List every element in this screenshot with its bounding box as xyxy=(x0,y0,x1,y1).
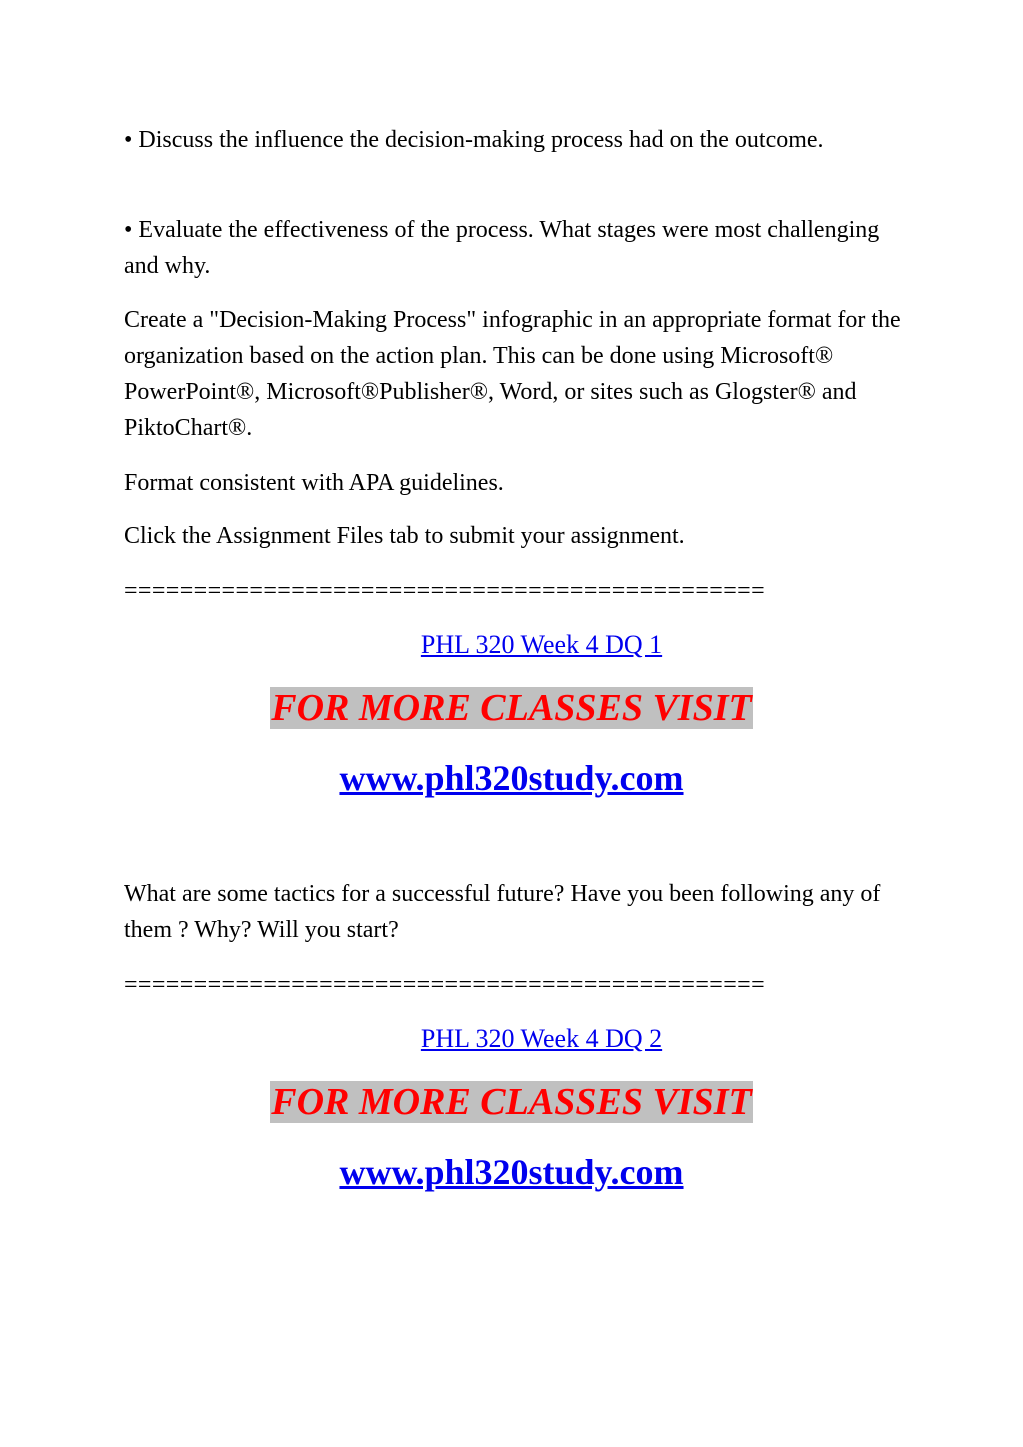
more-classes-banner xyxy=(0,1079,1023,1125)
site-link-label: www.phl320study.com xyxy=(339,1152,684,1192)
week4-dq2-link-label: PHL 320 Week 4 DQ 2 xyxy=(420,1024,663,1053)
format-apa-text: Format consistent with APA guidelines. xyxy=(124,470,504,496)
week4-dq1-link-label: PHL 320 Week 4 DQ 1 xyxy=(420,630,663,659)
week4-dq2-link[interactable] xyxy=(0,1021,1023,1057)
create-infographic-text: Create a "Decision-Making Process" infographic in an appropriate format for the organization based on the action plan. This can be done using Microsoft® PowerPoint®, Microsoft®Publisher®, Word, or sites such as Glogster® and PiktoChart®. xyxy=(124,307,901,441)
bullet-discuss-text: • Discuss the influence the decision-making process had on the outcome. xyxy=(124,127,824,153)
click-files-text: Click the Assignment Files tab to submit your assignment. xyxy=(124,523,685,549)
separator-line: ============================================== xyxy=(124,578,766,604)
more-classes-banner-label: FOR MORE CLASSES VISIT xyxy=(271,687,752,729)
bullet-evaluate-text: • Evaluate the effectiveness of the process. What stages were most challenging and why. xyxy=(124,217,880,279)
more-classes-banner-label: FOR MORE CLASSES VISIT xyxy=(271,1081,752,1123)
site-link[interactable] xyxy=(0,755,1023,801)
more-classes-banner xyxy=(0,685,1023,731)
site-link[interactable] xyxy=(0,1149,1023,1195)
separator-line: ============================================== xyxy=(124,972,766,998)
tactics-question-text: What are some tactics for a successful future? Have you been following any of them ? Why? Will you start? xyxy=(124,881,881,943)
site-link-label: www.phl320study.com xyxy=(339,758,684,798)
week4-dq1-link[interactable] xyxy=(0,627,1023,663)
